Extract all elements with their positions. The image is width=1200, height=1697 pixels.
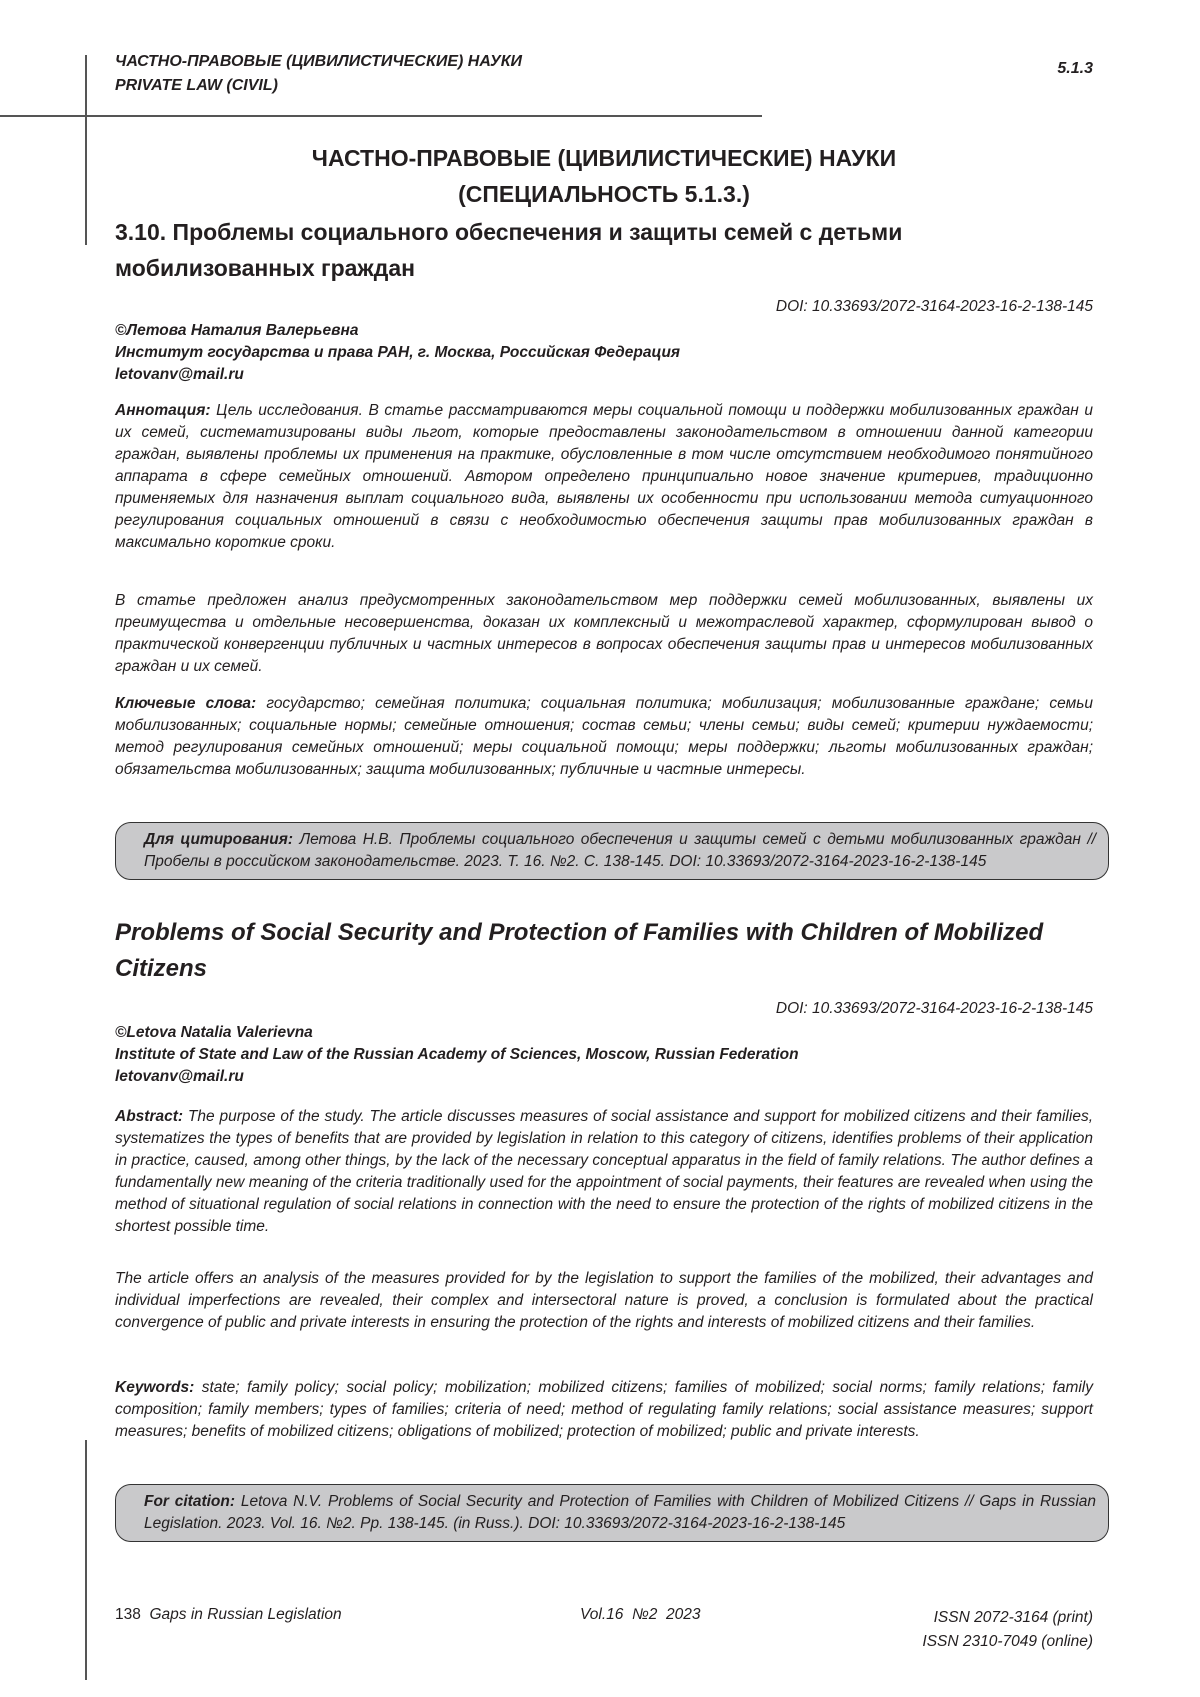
- keywords-label: Ключевые слова:: [115, 695, 256, 712]
- abstract-en: [115, 1106, 1093, 1238]
- issue-info: Vol.16 №2 2023: [580, 1606, 701, 1624]
- running-header-en: PRIVATE LAW (CIVIL): [115, 74, 522, 98]
- section-title: [115, 140, 1093, 212]
- abstract-text: Цель исследования. В статье рассматриваются меры социальной помощи и поддержки мобилизованных граждан и их семей, систематизированы виды льгот, которые предоставлены законодательством в отношении данной категории граждан, выявлены проблемы их применения на практике, обусловленные в том числе отсутствием необходимого понятийного аппарата в сфере семейных отношений. Автором определено принципиально новое значение критериев, традиционно применяемых для назначения выплат социального вида, выявлены их особенности при использовании метода ситуационного регулирования социальных отношений в связи с необходимостью обеспечения защиты прав мобилизованных граждан в максимально короткие сроки.: [115, 402, 1093, 551]
- page-number: 138: [115, 1606, 141, 1623]
- journal-name: Gaps in Russian Legislation: [150, 1606, 342, 1623]
- keywords-ru: [115, 693, 1093, 781]
- citation-box-en: [115, 1484, 1109, 1542]
- citation-box-ru: [115, 822, 1109, 880]
- keywords-en: [115, 1377, 1093, 1443]
- keywords-text: state; family policy; social policy; mobilization; mobilized citizens; families of mobilized; social norms; family relations; family composition; family members; types of families; criteria of need; method of regulating family relations; social assistance measures; support measures; benefits of mobilized citizens; obligations of mobilized; protection of mobilized; public and private interests.: [115, 1379, 1093, 1440]
- abstract-label: Аннотация:: [115, 402, 211, 419]
- issn-print: ISSN 2072-3164 (print): [922, 1606, 1093, 1630]
- author-name: ©Letova Natalia Valerievna: [115, 1022, 799, 1044]
- article-title-en: Problems of Social Security and Protection of Families with Children of Mobilized Citizens: [115, 915, 1093, 987]
- abstract-ru: [115, 400, 1093, 554]
- section-title-line1: ЧАСТНО-ПРАВОВЫЕ (ЦИВИЛИСТИЧЕСКИЕ) НАУКИ: [115, 140, 1093, 176]
- running-header-ru: ЧАСТНО-ПРАВОВЫЕ (ЦИВИЛИСТИЧЕСКИЕ) НАУКИ: [115, 50, 522, 74]
- abstract-label: Abstract:: [115, 1108, 183, 1125]
- author-affiliation: Институт государства и права РАН, г. Москва, Российская Федерация: [115, 342, 680, 364]
- issn-block: [922, 1606, 1093, 1654]
- citation-text: Летова Н.В. Проблемы социального обеспечения и защиты семей с детьми мобилизованных граждан // Пробелы в российском законодательстве. 2023. Т. 16. №2. С. 138-145. DOI: 10.33693/2072-3164-2023-16-2-138-145: [144, 831, 1096, 870]
- citation-label: Для цитирования:: [144, 831, 293, 848]
- citation-text: Letova N.V. Problems of Social Security and Protection of Families with Children of Mobilized Citizens // Gaps in Russian Legislation. 2023. Vol. 16. №2. Pp. 138-145. (in Russ.). DOI: 10.33693/2072-3164-2023-16-2-138-145: [144, 1493, 1096, 1532]
- section-title-line2: (СПЕЦИАЛЬНОСТЬ 5.1.3.): [115, 176, 1093, 212]
- keywords-label: Keywords:: [115, 1379, 194, 1396]
- doi-ru: DOI: 10.33693/2072-3164-2023-16-2-138-145: [776, 298, 1093, 316]
- margin-rule-top: [85, 55, 87, 245]
- abstract-text: The purpose of the study. The article discusses measures of social assistance and support for mobilized citizens and their families, systematizes the types of benefits that are provided by legislation in relation to this category of citizens, identifies problems of their application in practice, caused, among other things, by the lack of the necessary conceptual apparatus in the field of family relations. The author defines a fundamentally new meaning of the criteria traditionally used for the appointment of social payments, their features are revealed when using the method of situational regulation of social relations in connection with the need to ensure the protection of the rights of mobilized citizens in the shortest possible time.: [115, 1108, 1093, 1235]
- keywords-text: государство; семейная политика; социальная политика; мобилизация; мобилизованные граждане; семьи мобилизованных; социальные нормы; семейные отношения; состав семьи; члены семьи; виды семей; критерии нуждаемости; метод регулирования семейных отношений; меры социальной помощи; меры поддержки; льготы мобилизованных граждан; обязательства мобилизованных; защита мобилизованных; публичные и частные интересы.: [115, 695, 1093, 778]
- author-email[interactable]: letovanv@mail.ru: [115, 1066, 799, 1088]
- abstract-en-2: The article offers an analysis of the measures provided for by the legislation to support the families of the mobilized, their advantages and individual imperfections are revealed, their complex and intersectoral nature is proved, a conclusion is formulated about the practical convergence of public and private interests in ensuring the protection of the rights and interests of mobilized citizens and their families.: [115, 1268, 1093, 1334]
- author-email[interactable]: letovanv@mail.ru: [115, 364, 680, 386]
- doi-en: DOI: 10.33693/2072-3164-2023-16-2-138-145: [776, 1000, 1093, 1018]
- issn-online: ISSN 2310-7049 (online): [922, 1630, 1093, 1654]
- margin-rule-bottom: [85, 1440, 87, 1680]
- abstract-ru-2: В статье предложен анализ предусмотренных законодательством мер поддержки семей мобилизованных, выявлены их преимущества и отдельные несовершенства, доказан их комплексный и межотраслевой характер, сформулирован вывод о практической конвергенции публичных и частных интересов в вопросах обеспечения защиты прав и интересов мобилизованных граждан и их семей.: [115, 590, 1093, 678]
- author-affiliation: Institute of State and Law of the Russian Academy of Sciences, Moscow, Russian Federation: [115, 1044, 799, 1066]
- running-header: [115, 50, 522, 98]
- article-title-ru: 3.10. Проблемы социального обеспечения и защиты семей с детьми мобилизованных граждан: [115, 214, 1093, 286]
- author-block-en: [115, 1022, 799, 1088]
- author-name: ©Летова Наталия Валерьевна: [115, 320, 680, 342]
- citation-label: For citation:: [144, 1493, 235, 1510]
- header-rule: [0, 115, 762, 117]
- footer-left: [115, 1606, 342, 1624]
- specialty-code: 5.1.3: [1057, 60, 1093, 78]
- author-block-ru: [115, 320, 680, 386]
